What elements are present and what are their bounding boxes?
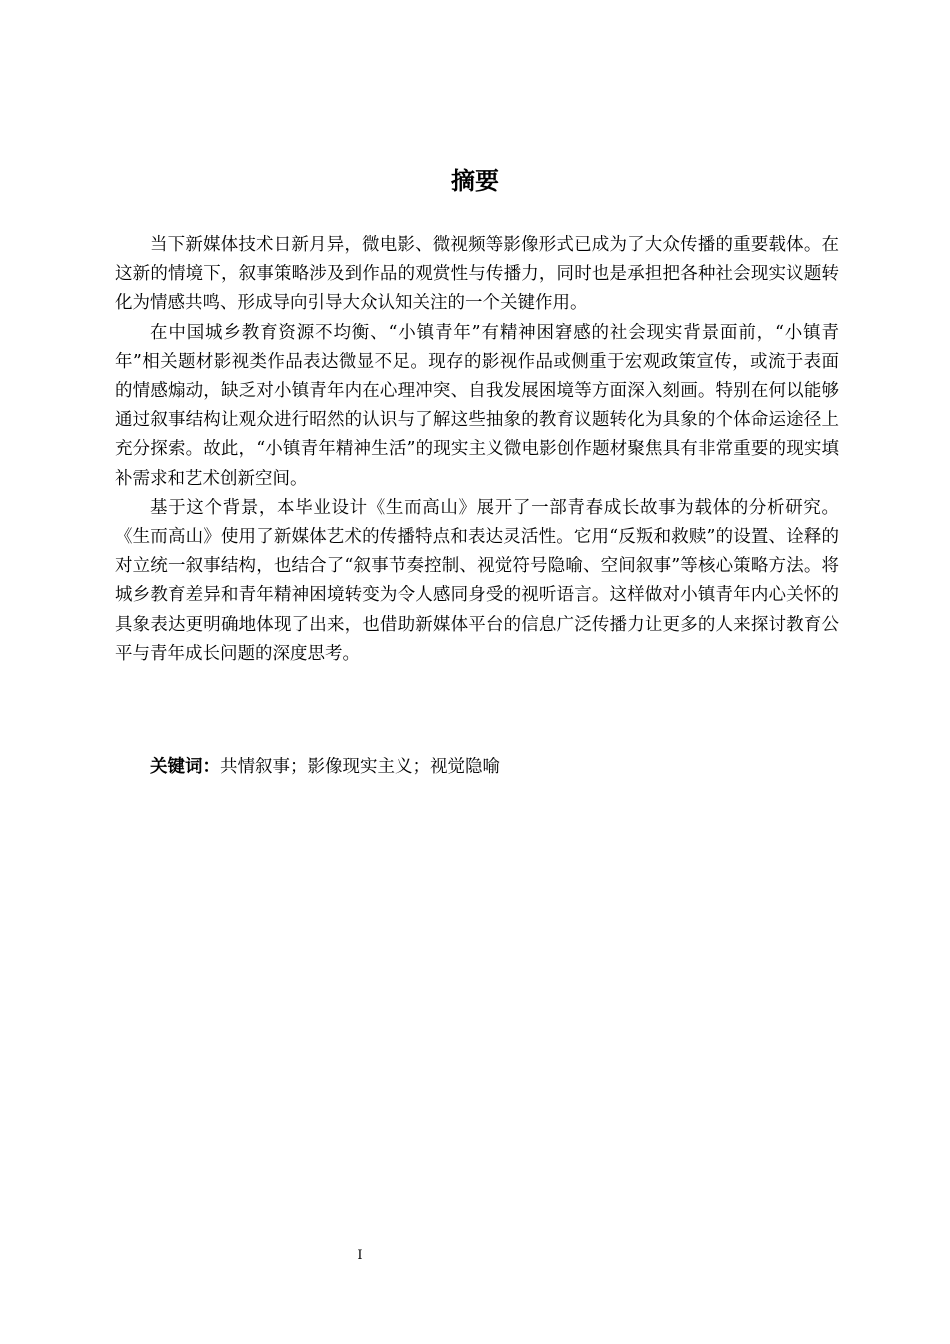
keywords-text: 共情叙事；影像现实主义；视觉隐喻 (220, 757, 500, 777)
abstract-paragraph-2: 在中国城乡教育资源不均衡、“小镇青年”有精神困窘感的社会现实背景面前，“小镇青年”相关题材影视类作品表达微显不足。现存的影视作品或侧重于宏观政策宣传，或流于表面的情感煽动，缺乏对小镇青年内在心理冲突、自我发展困境等方面深入刻画。特别在何以能够通过叙事结构让观众进行昭然的认识与了解这些抽象的教育议题转化为具象的个体命运途径上充分探索。故此，“小镇青年精神生活”的现实主义微电影创作题材聚焦具有非常重要的现实填补需求和艺术创新空间。 (115, 322, 839, 489)
keywords-line (150, 753, 840, 782)
abstract-paragraph-1: 当下新媒体技术日新月异，微电影、微视频等影像形式已成为了大众传播的重要载体。在这新的情境下，叙事策略涉及到作品的观赏性与传播力，同时也是承担把各种社会现实议题转化为情感共鸣、形成导向引导大众认知关注的一个关键作用。 (115, 235, 839, 314)
keywords-label: 关键词： (150, 757, 220, 777)
abstract-paragraph-3: 基于这个背景，本毕业设计《生而高山》展开了一部青春成长故事为载体的分析研究。《生而高山》使用了新媒体艺术的传播特点和表达灵活性。它用“反叛和救赎”的设置、诠释的对立统一叙事结构，也结合了“叙事节奏控制、视觉符号隐喻、空间叙事”等核心策略方法。将城乡教育差异和青年精神困境转变为令人感同身受的视听语言。这样做对小镇青年内心关怀的具象表达更明确地体现了出来，也借助新媒体平台的信息广泛传播力让更多的人来探讨教育公平与青年成长问题的深度思考。 (115, 497, 839, 664)
page-title: 摘要 (451, 167, 499, 195)
abstract-body (115, 231, 839, 669)
page-number: I (357, 1248, 363, 1263)
